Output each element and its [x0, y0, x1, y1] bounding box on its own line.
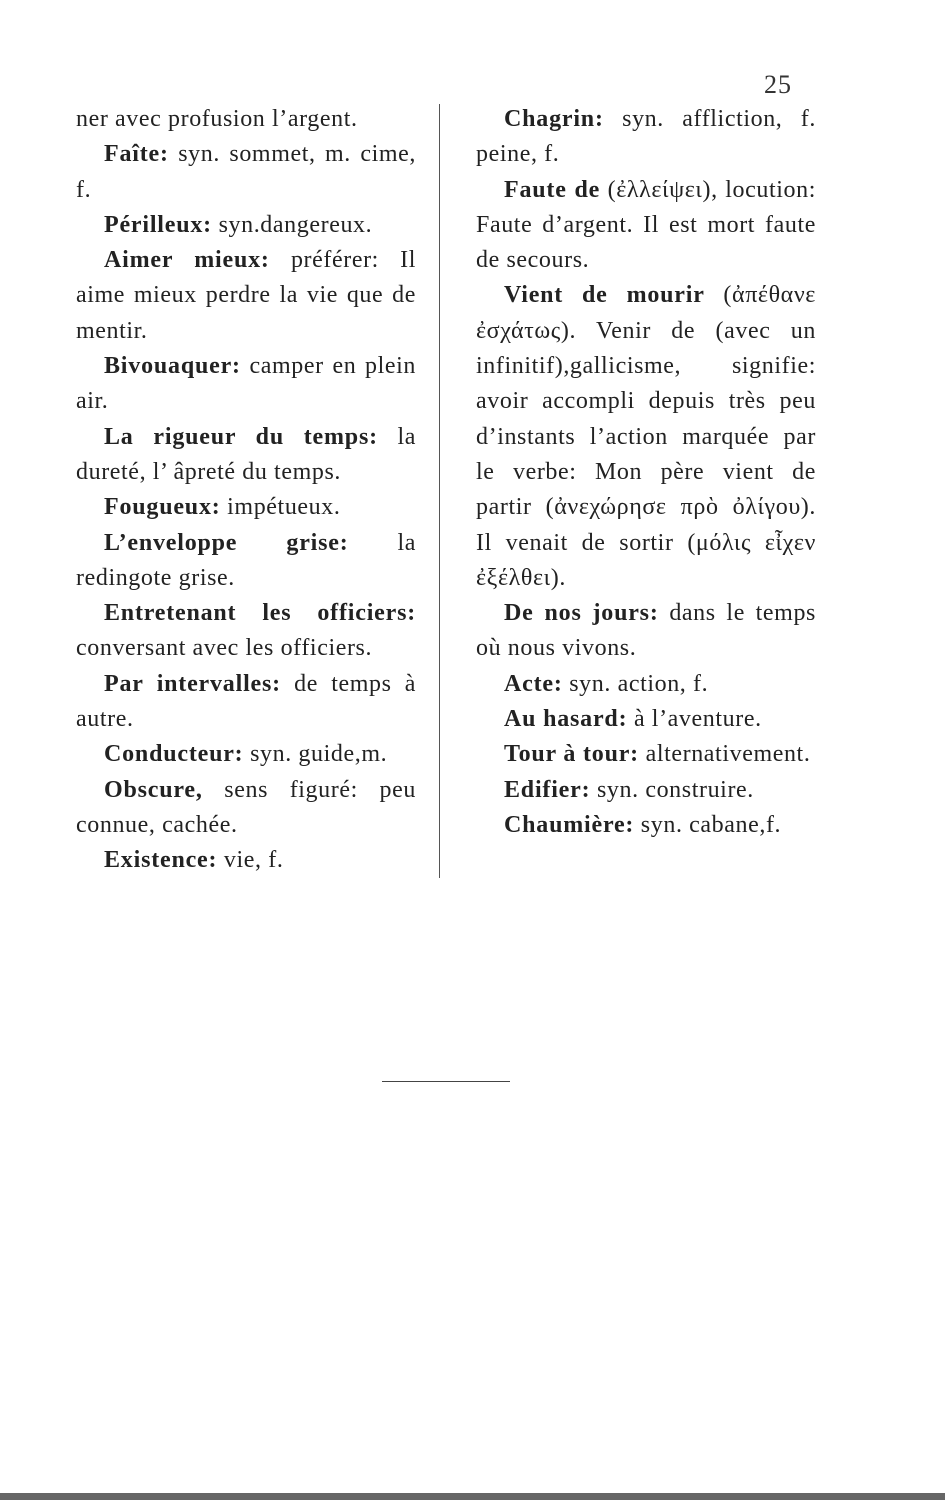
glossary-entry: ner avec profusion l’argent.	[76, 106, 358, 132]
glossary-entry: Conducteur: syn. guide,m.	[104, 741, 388, 768]
glossary-entry: Aimer mieux: préférer: Il aime mieux perdre la vie que de mentir.	[76, 247, 416, 344]
glossary-entry: Périlleux: syn.dangereux.	[104, 211, 373, 238]
glossary-entry: Par intervalles: de temps à autre.	[76, 670, 417, 733]
glossary-entry: Au hasard: à l’aventure.	[504, 706, 762, 733]
glossary-entry: Chagrin: syn. affliction, f. peine, f.	[476, 106, 816, 168]
glossary-entry: Faute de (ἐλλείψει), locution: Faute d’argent. Il est mort faute de secours.	[476, 176, 816, 274]
glossary-entry: Edifier: syn. construire.	[504, 776, 754, 803]
glossary-entry: Acte: syn. action, f.	[504, 670, 709, 697]
left-column	[76, 102, 416, 879]
glossary-entry: Bivouaquer: camper en plein air.	[76, 353, 416, 415]
glossary-entry: Vient de mourir (ἀπέθανε ἐσχάτως). Venir de (avec un infinitif),gallicisme, signifie: avoir accompli depuis très peu d’instants l’action marquée par le verbe: Mon père vient de partir (ἀνεχώρησε πρὸ ὀλίγου). Il venait de sortir (μόλις εἶχεν ἐξέλθει).	[476, 282, 816, 591]
glossary-entry: Chaumière: syn. cabane,f.	[504, 811, 782, 838]
column-divider	[439, 104, 440, 878]
glossary-entry: Fougueux: impétueux.	[104, 494, 341, 521]
glossary-entry: Obscure, sens figuré: peu connue, cachée.	[76, 776, 416, 838]
page-number: 25	[764, 70, 792, 99]
page-edge	[0, 1493, 945, 1500]
glossary-entry: Faîte: syn. sommet, m. cime, f.	[76, 141, 416, 203]
glossary-entry: Existence: vie, f.	[104, 847, 284, 874]
glossary-entry: Entretenant les officiers: conversant avec les officiers.	[76, 600, 416, 662]
glossary-entry: De nos jours: dans le temps où nous vivons.	[476, 600, 816, 662]
right-column	[476, 102, 816, 843]
glossary-entry: La rigueur du temps: la dureté, l’ âpreté du temps.	[76, 423, 417, 485]
glossary-entry: Tour à tour: alternativement.	[504, 741, 811, 768]
section-rule	[382, 1081, 510, 1082]
glossary-entry: L’enveloppe grise: la redingote grise.	[76, 529, 417, 591]
